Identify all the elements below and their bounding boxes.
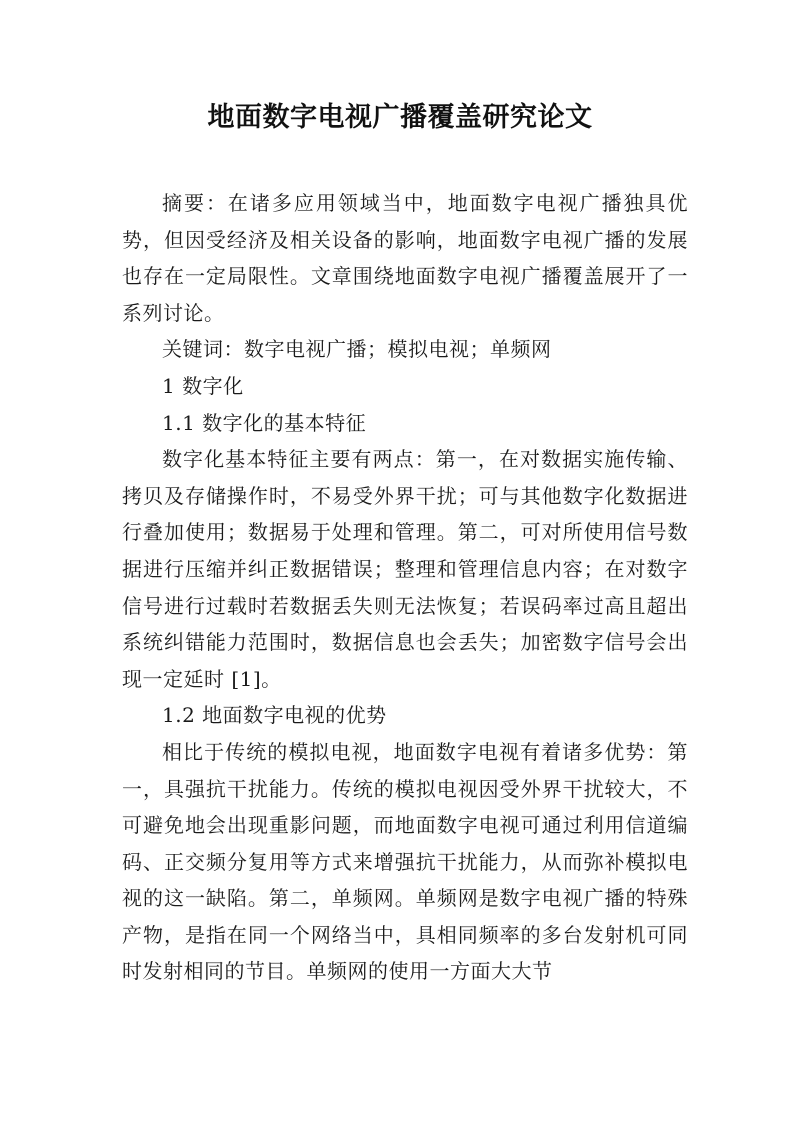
document-title: 地面数字电视广播覆盖研究论文 [207,102,593,133]
subsection-heading-1-1: 1.1 数字化的基本特征 [162,410,367,435]
keywords-paragraph: 关键词：数字电视广播；模拟电视；单频网 [162,337,552,362]
document-body [122,185,688,990]
subsection-heading-1-2: 1.2 地面数字电视的优势 [162,703,387,728]
abstract-paragraph: 摘要：在诸多应用领域当中，地面数字电视广播独具优势，但因受经济及相关设备的影响，地面数字电视广播的发展也存在一定局限性。文章围绕地面数字电视广播覆盖展开了一系列讨论。 [122,191,688,325]
body-paragraph: 相比于传统的模拟电视，地面数字电视有着诸多优势：第一，具强抗干扰能力。传统的模拟电视因受外界干扰较大，不可避免地会出现重影问题，而地面数字电视可通过利用信道编码、正交频分复用等方式来增强抗干扰能力，从而弥补模拟电视的这一缺陷。第二，单频网。单频网是数字电视广播的特殊产物，是指在同一个网络当中，具相同频率的多台发射机可同时发射相同的节目。单频网的使用一方面大大节 [122,739,688,984]
body-paragraph: 数字化基本特征主要有两点：第一，在对数据实施传输、拷贝及存储操作时，不易受外界干扰；可与其他数字化数据进行叠加使用；数据易于处理和管理。第二，可对所使用信号数据进行压缩并纠正数据错误；整理和管理信息内容；在对数字信号进行过载时若数据丢失则无法恢复；若误码率过高且超出系统纠错能力范围时，数据信息也会丢失；加密数字信号会出现一定延时 [1]。 [122,447,688,691]
section-heading-1: 1 数字化 [162,373,244,398]
